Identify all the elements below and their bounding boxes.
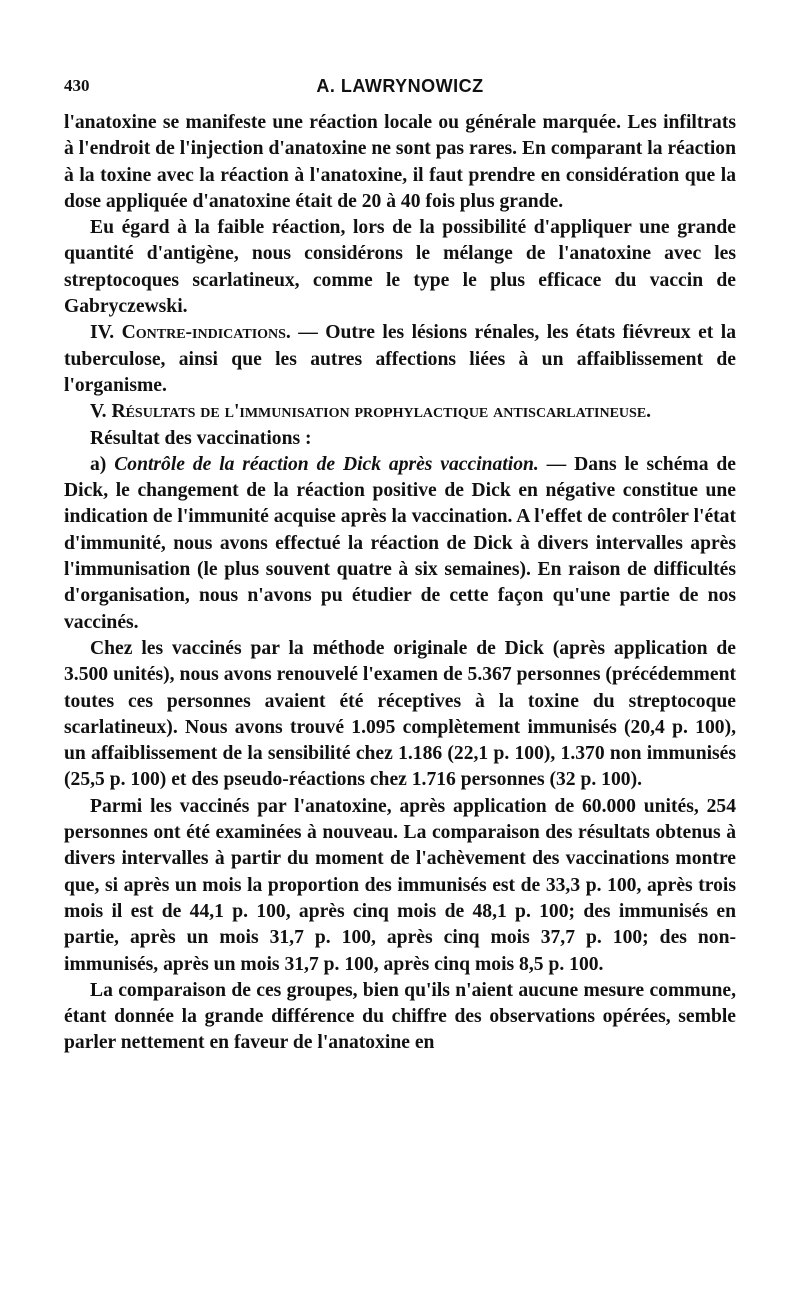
document-page (64, 70, 736, 1057)
running-title: A. LAWRYNOWICZ (316, 76, 484, 96)
page-number: 430 (64, 76, 90, 95)
paragraph-contre-indications (64, 320, 736, 399)
paragraph-controle (64, 452, 736, 636)
paragraph-2: Eu égard à la faible réaction, lors de la possibilité d'appliquer une grande quantité d'antigène, nous considérons le mélange de l'anatoxine avec les streptocoques scarlatineux, comme le type le plus efficace du vaccin de Gabryczewski. (64, 217, 736, 318)
subsection-text: — Dans le schéma de Dick, le changement de la réaction positive de Dick en négative constitue une indication de l'immunité acquise après la vaccination. A l'effet de contrôler l'état d'immunité, nous avons effectué la réaction de Dick à divers intervalles après l'immunisation (le plus souvent quatre à six semaines). En raison de difficultés d'organisation, nous n'avons pu étudier de cette façon qu'une partie de nos vaccinés. (64, 453, 736, 633)
paragraph-resultats (64, 399, 736, 425)
subsection-label: a) (90, 453, 107, 475)
paragraph-anatoxine-results: Parmi les vaccinés par l'anatoxine, après application de 60.000 unités, 254 personnes ont été examinées à nouveau. La comparaison des résultats obtenus à divers intervalles à partir du moment de l'achèvement des vaccinations montre que, si après un mois la proportion des immunisés est de 33,3 p. 100, après trois mois il est de 44,1 p. 100, après cinq mois de 48,1 p. 100; des immunisés en partie, après un mois 31,7 p. 100, après cinq mois 37,7 p. 100; des non-immunisés, après un mois 31,7 p. 100, après cinq mois 8,5 p. 100. (64, 795, 736, 975)
subsection-heading: Contrôle de la réaction de Dick après vaccination. (114, 453, 539, 475)
section-number: IV. (90, 322, 115, 344)
body-text (64, 110, 736, 1057)
section-text: — Outre les lésions rénales, les états fiévreux et la tuberculose, ainsi que les autres affections liées à un affaiblissement de l'organisme. (64, 322, 737, 396)
section-heading: Contre-indications. (121, 322, 291, 344)
paragraph-1: l'anatoxine se manifeste une réaction locale ou générale marquée. Les infiltrats à l'endroit de l'injection d'anatoxine ne sont pas rares. En comparant la réaction à la toxine avec la réaction à l'anatoxine, il faut prendre en considération que la dose appliquée d'anatoxine était de 20 à 40 fois plus grande. (64, 112, 736, 212)
section-number: V. (90, 401, 107, 423)
paragraph-dick-results: Chez les vaccinés par la méthode originale de Dick (après application de 3.500 unités), nous avons renouvelé l'examen de 5.367 personnes (précédemment toutes ces personnes avaient été réceptives à la toxine du streptocoque scarlatineux). Nous avons trouvé 1.095 complètement immunisés (20,4 p. 100), un affaiblissement de la sensibilité chez 1.186 (22,1 p. 100), 1.370 non immunisés (25,5 p. 100) et des pseudo-réactions chez 1.716 personnes (32 p. 100). (64, 637, 736, 791)
paragraph-comparison: La comparaison de ces groupes, bien qu'ils n'aient aucune mesure commune, étant donnée la grande différence du chiffre des observations opérées, semble parler nettement en faveur de l'anatoxine en (64, 979, 736, 1054)
page-header (64, 70, 736, 110)
paragraph-resultat-vaccinations: Résultat des vaccinations : (90, 427, 312, 449)
section-heading: Résultats de l'immunisation prophylactique antiscarlatineuse. (111, 401, 652, 423)
